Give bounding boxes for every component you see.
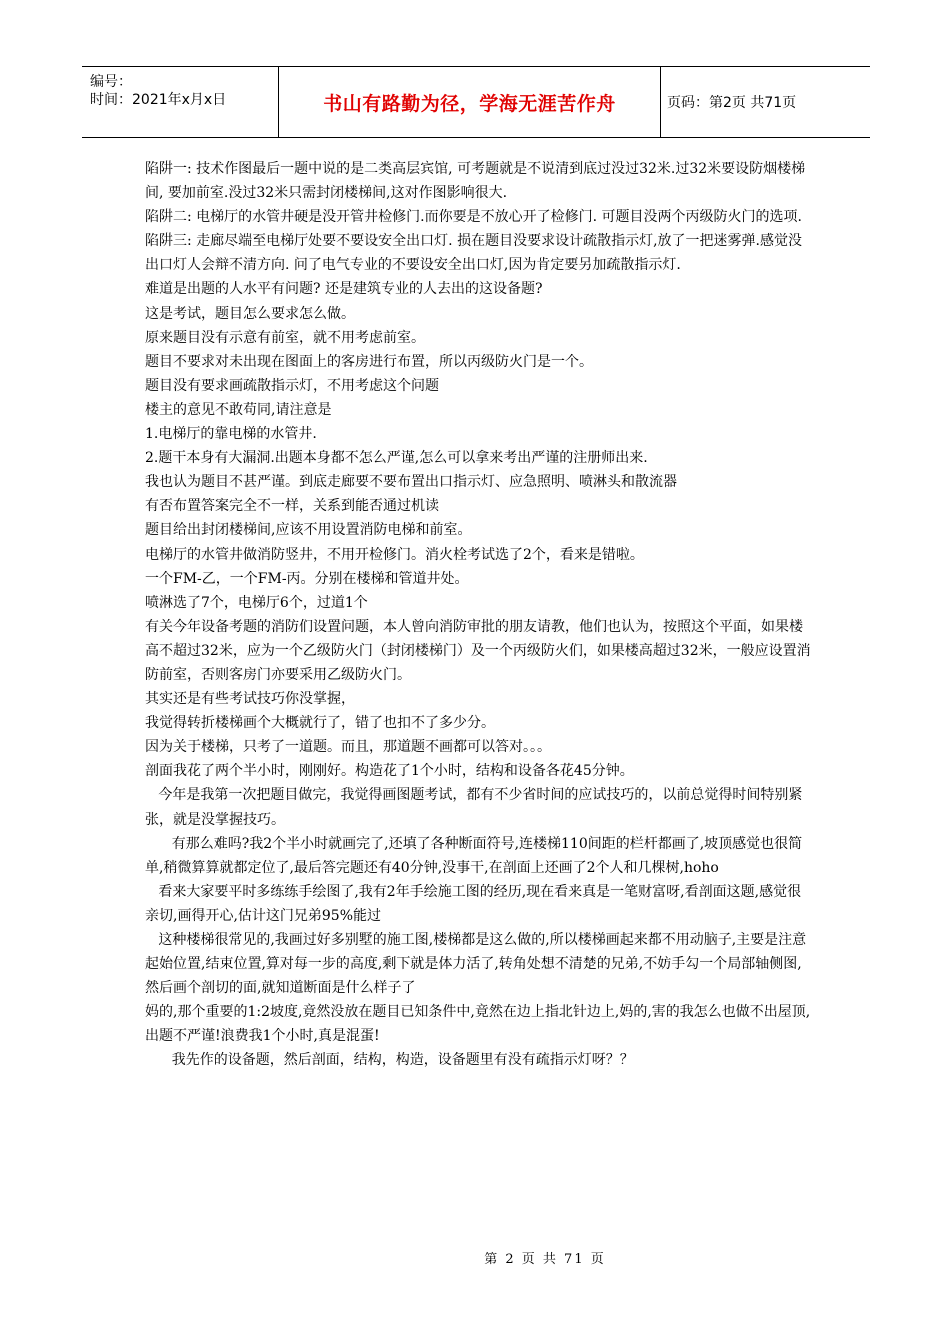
paragraph: 剖面我花了两个半小时，刚刚好。构造花了1个小时，结构和设备各花45分钟。 xyxy=(145,763,634,780)
paragraph: 题目给出封闭楼梯间,应该不用设置消防电梯和前室。 xyxy=(145,522,472,539)
header-page-info: 页码：第2页 共71页 xyxy=(667,95,797,111)
paragraph: 难道是出题的人水平有问题? 还是建筑专业的人去出的这设备题? xyxy=(145,281,543,298)
paragraph: 喷淋选了7个，电梯厅6个，过道1个 xyxy=(145,594,368,611)
footer-page-number: 第 2 页 共 71 页 xyxy=(484,1252,606,1267)
paragraph: 楼主的意见不敢苟同,请注意是 xyxy=(145,401,332,418)
paragraph: 陷阱一: 技术作图最后一题中说的是二类高层宾馆, 可考题就是不说清到底过没过32米.过32米要设防烟楼梯间, 要加前室.没过32米只需封闭楼梯间,这对作图影响很大. xyxy=(145,161,806,202)
paragraph: 1.电梯厅的靠电梯的水管井. xyxy=(145,426,317,443)
paragraph: 因为关于楼梯，只考了一道题。而且，那道题不画都可以答对。。。 xyxy=(145,739,551,756)
number-label: 编号： xyxy=(90,74,132,90)
paragraph: 有否布置答案完全不一样，关系到能否通过机读 xyxy=(145,498,439,515)
paragraph: 陷阱二: 电梯厅的水管井硬是没开管井检修门.而你要是不放心开了检修门. 可题目没两个丙级防火门的选项. xyxy=(145,209,802,226)
paragraph: 陷阱三: 走廊尽端至电梯厅处要不要设安全出口灯. 损在题目没要求设计疏散指示灯,放了一把迷雾弹.感觉没出口灯人会辩不清方向. 问了电气专业的不要设安全出口灯,因为肯定要另加疏散指示灯. xyxy=(145,233,802,274)
paragraph: 有关今年设备考题的消防们设置问题，本人曾向消防审批的朋友请教，他们也认为，按照这个平面，如果楼高不超过32米，应为一个乙级防火门（封闭楼梯门）及一个丙级防火们，如果楼高超过32米，一般应设置消防前室，否则客房门亦要采用乙级防火门。 xyxy=(145,618,811,683)
paragraph: 其实还是有些考试技巧你没掌握， xyxy=(145,691,355,708)
paragraph: 题目没有要求画疏散指示灯，不用考虑这个问题 xyxy=(145,377,439,394)
paragraph: 这种楼梯很常见的,我画过好多别墅的施工图,楼梯都是这么做的,所以楼梯画起来都不用动脑子,主要是注意起始位置,结束位置,算对每一步的高度,剩下就是体力活了,转角处想不清楚的兄弟,不妨手勾一个局部轴侧图,然后画个剖切的面,就知道断面是什么样子了 xyxy=(145,932,807,997)
paragraph: 我先作的设备题，然后剖面，结构，构造，设备题里有没有疏指示灯呀？？ xyxy=(145,1052,634,1069)
time-label: 时间：2021年x月x日 xyxy=(90,92,227,108)
paragraph: 有那么难吗?我2个半小时就画完了,还填了各种断面符号,连楼梯110间距的栏杆都画了,坡顶感觉也很简单,稍微算算就都定位了,最后答完题还有40分钟,没事干,在剖面上还画了2个人和几棵树,hoho xyxy=(145,835,803,876)
paragraph: 这是考试，题目怎么要求怎么做。 xyxy=(145,305,355,322)
paragraph: 原来题目没有示意有前室，就不用考虑前室。 xyxy=(145,329,425,346)
paragraph: 题目不要求对未出现在图面上的客房进行布置，所以丙级防火门是一个。 xyxy=(145,353,593,370)
paragraph: 2.题干本身有大漏洞.出题本身都不怎么严谨,怎么可以拿来考出严谨的注册师出来. xyxy=(145,450,648,467)
header-motto: 书山有路勤为径，学海无涯苦作舟 xyxy=(279,67,661,137)
paragraph: 电梯厅的水管井做消防竖井，不用开检修门。消火栓考试选了2个，看来是错啦。 xyxy=(145,546,644,563)
paragraph: 今年是我第一次把题目做完，我觉得画图题考试，都有不少省时间的应试技巧的，以前总觉得时间特别紧张，就是没掌握技巧。 xyxy=(145,787,803,828)
paragraph: 我也认为题目不甚严谨。到底走廊要不要布置出口指示灯、应急照明、喷淋头和散流器 xyxy=(145,474,677,491)
paragraph: 我觉得转折楼梯画个大概就行了，错了也扣不了多少分。 xyxy=(145,715,495,732)
paragraph: 妈的,那个重要的1:2坡度,竟然没放在题目已知条件中,竟然在边上指北针边上,妈的,害的我怎么也做不出屋顶,出题不严谨!浪费我1个小时,真是混蛋! xyxy=(145,1004,811,1045)
page-footer xyxy=(0,1248,950,1267)
paragraph: 一个FM-乙，一个FM-丙。分别在楼梯和管道井处。 xyxy=(145,570,469,587)
document-header xyxy=(82,66,870,138)
header-meta xyxy=(82,67,279,137)
paragraph: 看来大家要平时多练练手绘图了,我有2年手绘施工图的经历,现在看来真是一笔财富呀,看剖面这题,感觉很亲切,画得开心,估计这门兄弟95%能过 xyxy=(145,883,802,924)
document-body xyxy=(145,157,815,1073)
